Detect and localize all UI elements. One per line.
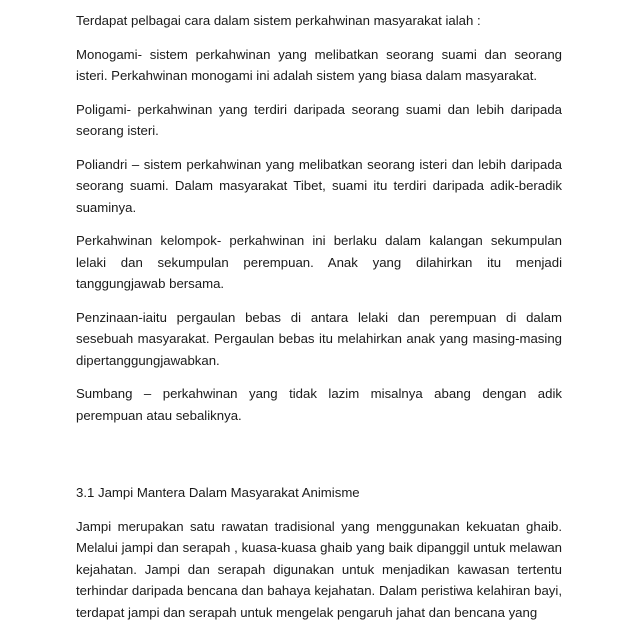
paragraph-monogami: Monogami- sistem perkahwinan yang melibatkan seorang suami dan seorang isteri. Perkahwinan monogami ini adalah sistem yang biasa dalam masyarakat. (76, 46, 562, 83)
paragraph-perkahwinan-kelompok: Perkahwinan kelompok- perkahwinan ini berlaku dalam kalangan sekumpulan lelaki dan sekumpulan perempuan. Anak yang dilahirkan itu menjadi tanggungjawab bersama. (76, 233, 562, 291)
section-heading: 3.1 Jampi Mantera Dalam Masyarakat Animisme (76, 485, 360, 500)
paragraph-sumbang: Sumbang – perkahwinan yang tidak lazim misalnya abang dengan adik perempuan atau sebaliknya. (76, 386, 562, 423)
paragraph-poliandri: Poliandri – sistem perkahwinan yang melibatkan seorang isteri dan lebih daripada seorang suami. Dalam masyarakat Tibet, suami itu terdiri daripada adik-beradik suaminya. (76, 156, 562, 215)
section-paragraph: Jampi merupakan satu rawatan tradisional yang menggunakan kekuatan ghaib. Melalui jampi dan serapah , kuasa-kuasa ghaib yang baik dipanggil untuk melawan kejahatan. Jampi dan serapah digunakan untuk menjadikan kawasan tertentu terhindar daripada bencana dan bahaya kejahatan. Dalam peristiwa kelahiran bayi, terdapat jampi dan serapah untuk mengelak pengaruh jahat dan bencana yang (76, 518, 562, 620)
document-page (76, 10, 562, 635)
section-spacer (76, 438, 562, 482)
paragraph-poligami: Poligami- perkahwinan yang terdiri daripada seorang suami dan lebih daripada seorang isteri. (76, 101, 562, 138)
intro-paragraph: Terdapat pelbagai cara dalam sistem perkahwinan masyarakat ialah : (76, 13, 481, 28)
paragraph-penzinaan: Penzinaan-iaitu pergaulan bebas di antara lelaki dan perempuan di dalam sesebuah masyarakat. Pergaulan bebas itu melahirkan anak yang masing-masing dipertanggungjawabkan. (76, 309, 562, 368)
